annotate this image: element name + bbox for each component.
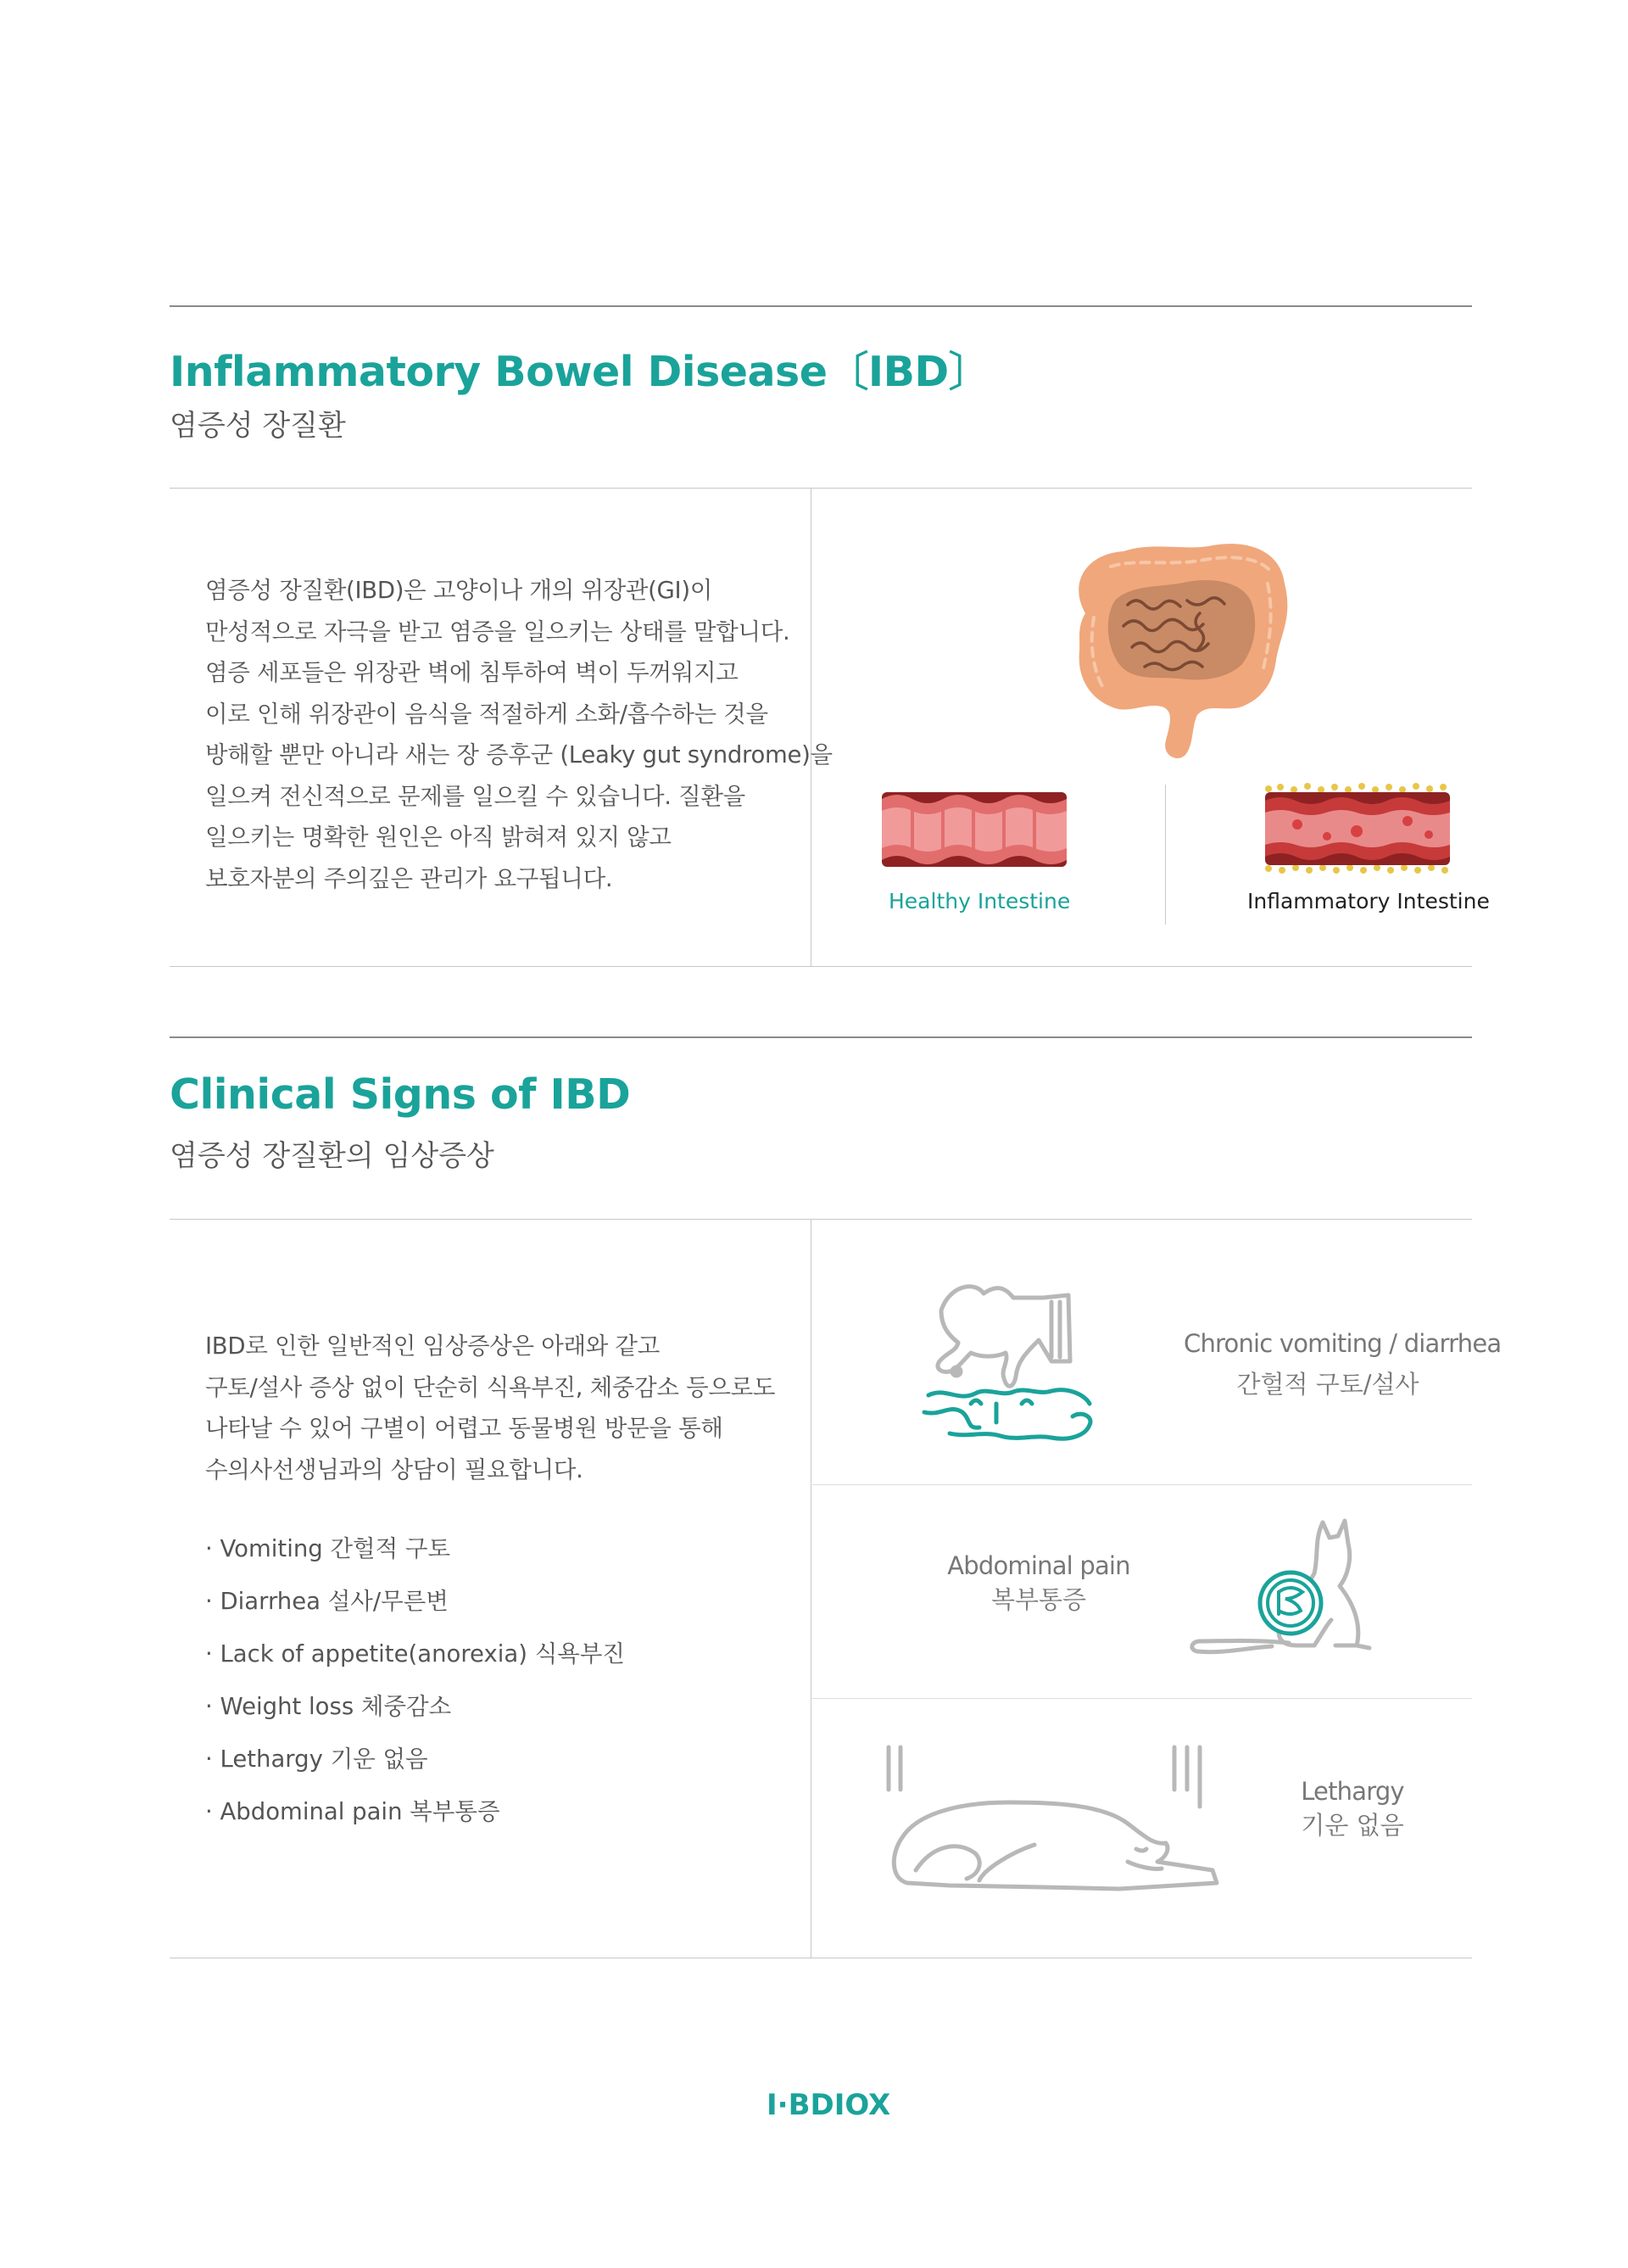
section2-title: Clinical Signs of IBD bbox=[170, 1070, 631, 1119]
sign-lethargy-en: Lethargy bbox=[1301, 1777, 1404, 1806]
list-item: · Vomiting 간헐적 구토 bbox=[205, 1533, 625, 1586]
list-item: · Lack of appetite(anorexia) 식욕부진 bbox=[205, 1639, 625, 1691]
section1-subtitle: 염증성 장질환 bbox=[170, 409, 346, 443]
paragraph-line: 만성적으로 자극을 받고 염증을 일으키는 상태를 말합니다. bbox=[205, 617, 790, 645]
inflamed-intestine-icon bbox=[1263, 784, 1452, 874]
paragraph-line: 염증성 장질환(IBD)은 고양이나 개의 위장관(GI)이 bbox=[205, 577, 713, 604]
ibdiox-logo: I·BDIOX bbox=[767, 2088, 891, 2122]
section2-paragraph bbox=[205, 1326, 775, 1490]
list-item: · Diarrhea 설사/무른변 bbox=[205, 1586, 625, 1639]
lying-dog-icon bbox=[882, 1743, 1221, 1896]
section1-top-rule bbox=[170, 305, 1472, 307]
section1-table-bottom-rule bbox=[170, 966, 1472, 967]
section2-subtitle: 염증성 장질환의 임상증상 bbox=[170, 1139, 494, 1173]
sign-vomiting-en: Chronic vomiting / diarrhea bbox=[1184, 1329, 1502, 1358]
sign-lethargy-label bbox=[1272, 1774, 1433, 1842]
sign-row-divider bbox=[812, 1484, 1472, 1485]
sign-row-divider bbox=[812, 1698, 1472, 1699]
cat-abdominal-pain-icon bbox=[1187, 1514, 1399, 1658]
large-intestine-icon bbox=[1051, 533, 1297, 762]
symptom-list bbox=[205, 1533, 625, 1849]
paragraph-line: 구토/설사 증상 없이 단순히 식욕부진, 체중감소 등으로도 bbox=[205, 1373, 776, 1401]
list-item: · Abdominal pain 복부통증 bbox=[205, 1796, 625, 1849]
vomiting-dog-icon bbox=[916, 1276, 1094, 1446]
sign-abdominal-label bbox=[933, 1549, 1145, 1617]
section2-table-top-rule bbox=[170, 1219, 1472, 1220]
list-item: · Lethargy 기운 없음 bbox=[205, 1744, 625, 1796]
paragraph-line: IBD로 인한 일반적인 임상증상은 아래와 같고 bbox=[205, 1332, 660, 1360]
paragraph-line: 일으키는 명확한 원인은 아직 밝혀져 있지 않고 bbox=[205, 824, 672, 851]
paragraph-line: 방해할 뿐만 아니라 새는 장 증후군 (Leaky gut syndrome)을 bbox=[205, 741, 833, 768]
paragraph-line: 일으켜 전신적으로 문제를 일으킬 수 있습니다. 질환을 bbox=[205, 782, 745, 810]
intestine-comparison-divider bbox=[1165, 785, 1166, 925]
list-item: · Weight loss 체중감소 bbox=[205, 1691, 625, 1744]
section1-paragraph bbox=[205, 570, 833, 899]
sign-vomiting-ko: 간헐적 구토/설사 bbox=[1236, 1370, 1419, 1399]
sign-abdominal-en: Abdominal pain bbox=[947, 1551, 1130, 1580]
section1-table-top-rule bbox=[170, 488, 1472, 489]
paragraph-line: 보호자분의 주의깊은 관리가 요구됩니다. bbox=[205, 864, 613, 892]
inflamed-intestine-caption: Inflammatory Intestine bbox=[1247, 889, 1490, 913]
healthy-intestine-caption: Healthy Intestine bbox=[889, 889, 1071, 913]
paragraph-line: 나타날 수 있어 구별이 어렵고 동물병원 방문을 통해 bbox=[205, 1415, 723, 1442]
healthy-intestine-icon bbox=[882, 792, 1067, 867]
paragraph-line: 염증 세포들은 위장관 벽에 침투하여 벽이 두꺼워지고 bbox=[205, 659, 739, 686]
section1-title: Inflammatory Bowel Disease〔IBD〕 bbox=[170, 348, 990, 396]
paragraph-line: 이로 인해 위장관이 음식을 적절하게 소화/흡수하는 것을 bbox=[205, 700, 768, 728]
paragraph-line: 수의사선생님과의 상담이 필요합니다. bbox=[205, 1455, 583, 1483]
section2-top-rule bbox=[170, 1036, 1472, 1038]
sign-abdominal-ko: 복부통증 bbox=[990, 1585, 1087, 1614]
sign-vomiting-label bbox=[1184, 1323, 1502, 1405]
sign-lethargy-ko: 기운 없음 bbox=[1301, 1811, 1404, 1840]
